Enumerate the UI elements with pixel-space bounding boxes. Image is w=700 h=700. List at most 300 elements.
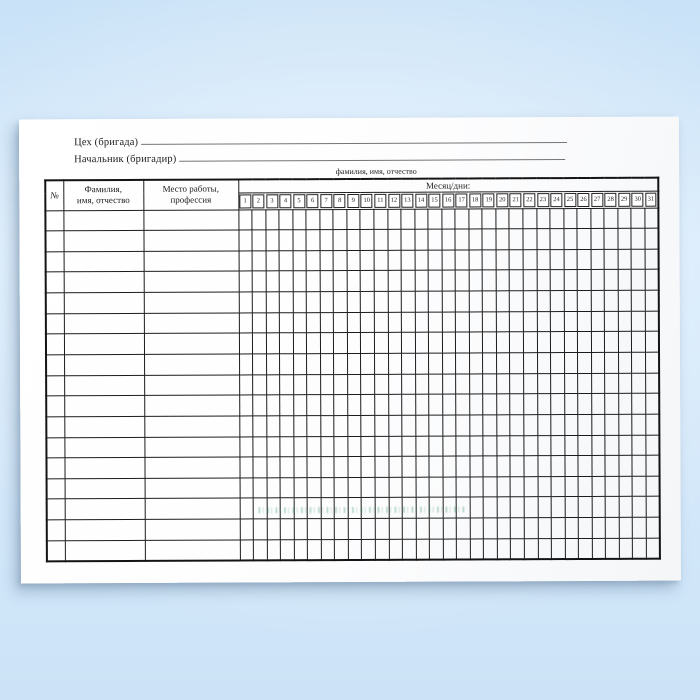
cell-day (551, 394, 565, 415)
cell-day (348, 415, 362, 436)
cell-work (144, 375, 239, 396)
cell-day (239, 395, 253, 416)
cell-day (442, 209, 456, 230)
cell-day (483, 435, 497, 456)
cell-work (144, 333, 239, 354)
cell-day (605, 414, 619, 435)
cell-day (577, 270, 591, 291)
cell-name (64, 396, 144, 417)
cell-day (456, 497, 470, 518)
cell-number (46, 252, 64, 273)
day-header-cell (428, 192, 442, 209)
day-header-cell (509, 191, 523, 208)
cell-day (509, 208, 523, 229)
cell-name (64, 251, 144, 272)
cell-work (144, 271, 239, 292)
attendance-table (44, 177, 661, 563)
table-row (46, 435, 659, 458)
day-number: 24 (550, 193, 562, 207)
cell-day (524, 497, 538, 518)
table-row (46, 249, 659, 272)
cell-day (293, 333, 307, 354)
table-row (45, 208, 658, 231)
header-name-column (63, 180, 143, 210)
day-header-cell (265, 192, 279, 209)
header-name-line1: Фамилия, (84, 183, 122, 194)
cell-day (537, 394, 551, 415)
cell-day (293, 230, 307, 251)
cell-day (252, 292, 266, 313)
cell-day (320, 292, 334, 313)
cell-day (280, 395, 294, 416)
cell-day (482, 229, 496, 250)
cell-day (524, 435, 538, 456)
cell-day (266, 251, 280, 272)
cell-day (388, 353, 402, 374)
cell-day (374, 291, 388, 312)
cell-day (443, 477, 457, 498)
cell-day (239, 375, 253, 396)
cell-day (239, 436, 253, 457)
cell-day (511, 497, 525, 518)
cell-day (389, 498, 403, 519)
cell-day (266, 230, 280, 251)
cell-day (279, 312, 293, 333)
day-header-cell (496, 191, 510, 208)
cell-day (524, 373, 538, 394)
cell-day (388, 456, 402, 477)
cell-day (416, 539, 430, 560)
field-ceh-brigada (74, 131, 567, 148)
cell-day (401, 250, 415, 271)
cell-day (321, 498, 335, 519)
cell-day (591, 311, 605, 332)
cell-day (429, 415, 443, 436)
cell-day (442, 353, 456, 374)
cell-day (389, 477, 403, 498)
cell-day (633, 538, 647, 559)
cell-day (334, 374, 348, 395)
cell-day (510, 435, 524, 456)
cell-day (240, 498, 254, 519)
cell-day (402, 518, 416, 539)
day-header-cell (333, 192, 347, 209)
cell-day (334, 436, 348, 457)
cell-day (456, 332, 470, 353)
cell-day (374, 271, 388, 292)
cell-day (646, 517, 660, 538)
cell-day (280, 374, 294, 395)
cell-day (347, 271, 361, 292)
cell-day (415, 271, 429, 292)
cell-day (456, 456, 470, 477)
cell-day (334, 353, 348, 374)
cell-day (456, 374, 470, 395)
cell-day (633, 517, 647, 538)
cell-day (415, 333, 429, 354)
cell-day (523, 353, 537, 374)
cell-day (524, 415, 538, 436)
cell-day (293, 312, 307, 333)
cell-day (362, 539, 376, 560)
cell-day (470, 539, 484, 560)
cell-day (375, 518, 389, 539)
cell-day (307, 354, 321, 375)
cell-number (47, 520, 65, 541)
cell-day (280, 416, 294, 437)
cell-day (415, 394, 429, 415)
cell-day (335, 539, 349, 560)
day-number: 27 (591, 192, 603, 206)
cell-day (577, 208, 591, 229)
cell-day (645, 270, 659, 291)
cell-day (252, 251, 266, 272)
cell-day (470, 456, 484, 477)
cell-day (564, 332, 578, 353)
cell-day (415, 291, 429, 312)
table-row (47, 476, 660, 499)
cell-day (293, 374, 307, 395)
cell-work (145, 498, 240, 519)
cell-day (551, 353, 565, 374)
day-number: 11 (374, 193, 386, 207)
cell-day (482, 250, 496, 271)
cell-day (307, 457, 321, 478)
day-number: 16 (442, 193, 454, 207)
cell-day (239, 313, 253, 334)
cell-number (46, 293, 64, 314)
cell-day (455, 270, 469, 291)
cell-day (564, 394, 578, 415)
cell-day (578, 332, 592, 353)
cell-day (524, 456, 538, 477)
cell-day (605, 311, 619, 332)
cell-day (618, 228, 632, 249)
cell-day (401, 209, 415, 230)
cell-day (469, 208, 483, 229)
cell-day (578, 311, 592, 332)
cell-day (604, 270, 618, 291)
cell-day (321, 519, 335, 540)
cell-day (605, 497, 619, 518)
cell-day (591, 290, 605, 311)
day-number: 20 (496, 193, 508, 207)
cell-day (266, 436, 280, 457)
table-row (46, 414, 659, 437)
table-header (45, 178, 658, 211)
cell-day (239, 354, 253, 375)
cell-day (497, 456, 511, 477)
cell-name (64, 416, 144, 437)
cell-day (442, 374, 456, 395)
cell-day (252, 230, 266, 251)
cell-day (361, 312, 375, 333)
cell-day (646, 476, 660, 497)
cell-day (279, 209, 293, 230)
cell-work (145, 478, 240, 499)
cell-day (618, 270, 632, 291)
cell-day (442, 291, 456, 312)
cell-day (401, 229, 415, 250)
cell-day (388, 291, 402, 312)
cell-day (645, 228, 659, 249)
cell-day (294, 457, 308, 478)
cell-day (279, 271, 293, 292)
cell-day (347, 353, 361, 374)
cell-day (483, 497, 497, 518)
cell-day (429, 394, 443, 415)
cell-day (537, 415, 551, 436)
day-number: 22 (523, 193, 535, 207)
cell-name (64, 272, 144, 293)
cell-day (496, 332, 510, 353)
cell-day (389, 518, 403, 539)
cell-day (280, 478, 294, 499)
cell-day (253, 457, 267, 478)
table-row (46, 290, 659, 313)
cell-name (64, 334, 144, 355)
cell-day (592, 414, 606, 435)
cell-day (361, 415, 375, 436)
cell-day (592, 497, 606, 518)
field-ceh-brigada-label: Цех (бригада) (74, 136, 139, 149)
field-nachalnik-brigadir-label: Начальник (бригадир) (74, 153, 177, 166)
cell-day (361, 477, 375, 498)
cell-day (646, 497, 660, 518)
cell-day (428, 271, 442, 292)
cell-day (253, 416, 267, 437)
cell-day (470, 497, 484, 518)
cell-day (280, 498, 294, 519)
cell-number (47, 499, 65, 520)
table-row (46, 331, 659, 354)
cell-day (537, 311, 551, 332)
cell-day (510, 373, 524, 394)
field-nachalnik-brigadir-blank-line (179, 148, 565, 162)
cell-day (415, 250, 429, 271)
cell-work (143, 209, 238, 230)
cell-day (362, 519, 376, 540)
day-header-cell (604, 191, 618, 208)
cell-day (469, 250, 483, 271)
cell-day (321, 457, 335, 478)
cell-day (334, 395, 348, 416)
cell-day (267, 457, 281, 478)
cell-day (429, 518, 443, 539)
cell-day (550, 311, 564, 332)
cell-day (320, 354, 334, 375)
cell-day (334, 457, 348, 478)
cell-day (429, 374, 443, 395)
cell-day (429, 456, 443, 477)
cell-day (536, 208, 550, 229)
cell-day (443, 498, 457, 519)
day-header-cell (387, 192, 401, 209)
cell-day (387, 209, 401, 230)
cell-day (551, 332, 565, 353)
cell-day (632, 435, 646, 456)
cell-day (619, 497, 633, 518)
day-header-cell (320, 192, 334, 209)
header-work-column (143, 179, 238, 209)
cell-day (416, 456, 430, 477)
cell-day (401, 271, 415, 292)
cell-day (279, 230, 293, 251)
cell-day (294, 519, 308, 540)
cell-day (375, 477, 389, 498)
cell-day (360, 230, 374, 251)
cell-day (564, 311, 578, 332)
cell-day (497, 477, 511, 498)
cell-day (537, 435, 551, 456)
cell-day (416, 477, 430, 498)
cell-day (279, 251, 293, 272)
day-number: 3 (266, 194, 278, 208)
cell-day (497, 497, 511, 518)
day-header-cell (563, 191, 577, 208)
table-row (47, 538, 660, 561)
day-header-cell (550, 191, 564, 208)
cell-day (605, 373, 619, 394)
cell-work (144, 292, 239, 313)
cell-day (335, 519, 349, 540)
table-row (47, 497, 660, 520)
cell-day (456, 415, 470, 436)
day-header-cell (347, 192, 361, 209)
cell-day (496, 208, 510, 229)
cell-day (293, 271, 307, 292)
cell-day (293, 416, 307, 437)
cell-day (321, 477, 335, 498)
cell-day (293, 292, 307, 313)
cell-day (551, 414, 565, 435)
day-number: 5 (293, 194, 305, 208)
cell-day (578, 373, 592, 394)
cell-day (551, 518, 565, 539)
day-number: 7 (320, 194, 332, 208)
cell-day (455, 208, 469, 229)
cell-day (239, 457, 253, 478)
day-number: 10 (361, 193, 373, 207)
cell-day (632, 352, 646, 373)
cell-day (619, 414, 633, 435)
cell-day (645, 311, 659, 332)
cell-day (402, 498, 416, 519)
day-header-cell (618, 191, 632, 208)
table-row (46, 393, 659, 416)
cell-day (362, 498, 376, 519)
day-header-cell (631, 191, 645, 208)
cell-work (144, 354, 239, 375)
cell-day (645, 290, 659, 311)
cell-day (333, 230, 347, 251)
cell-day (442, 250, 456, 271)
cell-day (253, 395, 267, 416)
cell-day (442, 229, 456, 250)
cell-day (455, 250, 469, 271)
cell-day (388, 436, 402, 457)
cell-day (564, 229, 578, 250)
cell-day (239, 271, 253, 292)
cell-day (348, 457, 362, 478)
cell-day (321, 436, 335, 457)
cell-day (605, 394, 619, 415)
cell-day (550, 229, 564, 250)
cell-day (267, 498, 281, 519)
cell-day (266, 292, 280, 313)
cell-day (537, 353, 551, 374)
cell-day (470, 518, 484, 539)
day-number: 4 (279, 194, 291, 208)
cell-number (45, 210, 63, 231)
cell-day (537, 456, 551, 477)
cell-day (619, 455, 633, 476)
cell-day (537, 270, 551, 291)
cell-day (618, 373, 632, 394)
cell-day (619, 517, 633, 538)
cell-day (321, 539, 335, 560)
cell-day (334, 498, 348, 519)
cell-day (632, 311, 646, 332)
cell-day (497, 539, 511, 560)
cell-day (429, 332, 443, 353)
cell-day (483, 456, 497, 477)
cell-day (347, 333, 361, 354)
table-row (47, 517, 660, 540)
cell-day (320, 271, 334, 292)
cell-number (46, 355, 64, 376)
cell-day (646, 455, 660, 476)
header-work-line1: Место работы, (162, 183, 219, 194)
day-header-cell (401, 192, 415, 209)
cell-name (65, 540, 145, 561)
cell-number (46, 458, 64, 479)
cell-day (280, 333, 294, 354)
cell-day (389, 539, 403, 560)
cell-day (402, 394, 416, 415)
cell-day (428, 209, 442, 230)
cell-day (604, 249, 618, 270)
day-number: 28 (605, 192, 617, 206)
cell-day (645, 208, 659, 229)
cell-day (510, 394, 524, 415)
cell-work (144, 457, 239, 478)
cell-day (551, 538, 565, 559)
cell-day (253, 374, 267, 395)
cell-day (307, 436, 321, 457)
cell-number (45, 231, 63, 252)
cell-day (294, 539, 308, 560)
cell-day (591, 270, 605, 291)
cell-day (551, 435, 565, 456)
cell-day (280, 354, 294, 375)
day-number: 6 (307, 194, 319, 208)
cell-day (239, 292, 253, 313)
cell-day (578, 352, 592, 373)
cell-day (483, 312, 497, 333)
cell-day (469, 229, 483, 250)
cell-day (606, 538, 620, 559)
cell-day (537, 249, 551, 270)
cell-day (510, 353, 524, 374)
cell-day (483, 415, 497, 436)
cell-day (361, 374, 375, 395)
cell-day (414, 209, 428, 230)
cell-day (388, 333, 402, 354)
cell-day (402, 456, 416, 477)
cell-number (46, 334, 64, 355)
cell-day (388, 312, 402, 333)
